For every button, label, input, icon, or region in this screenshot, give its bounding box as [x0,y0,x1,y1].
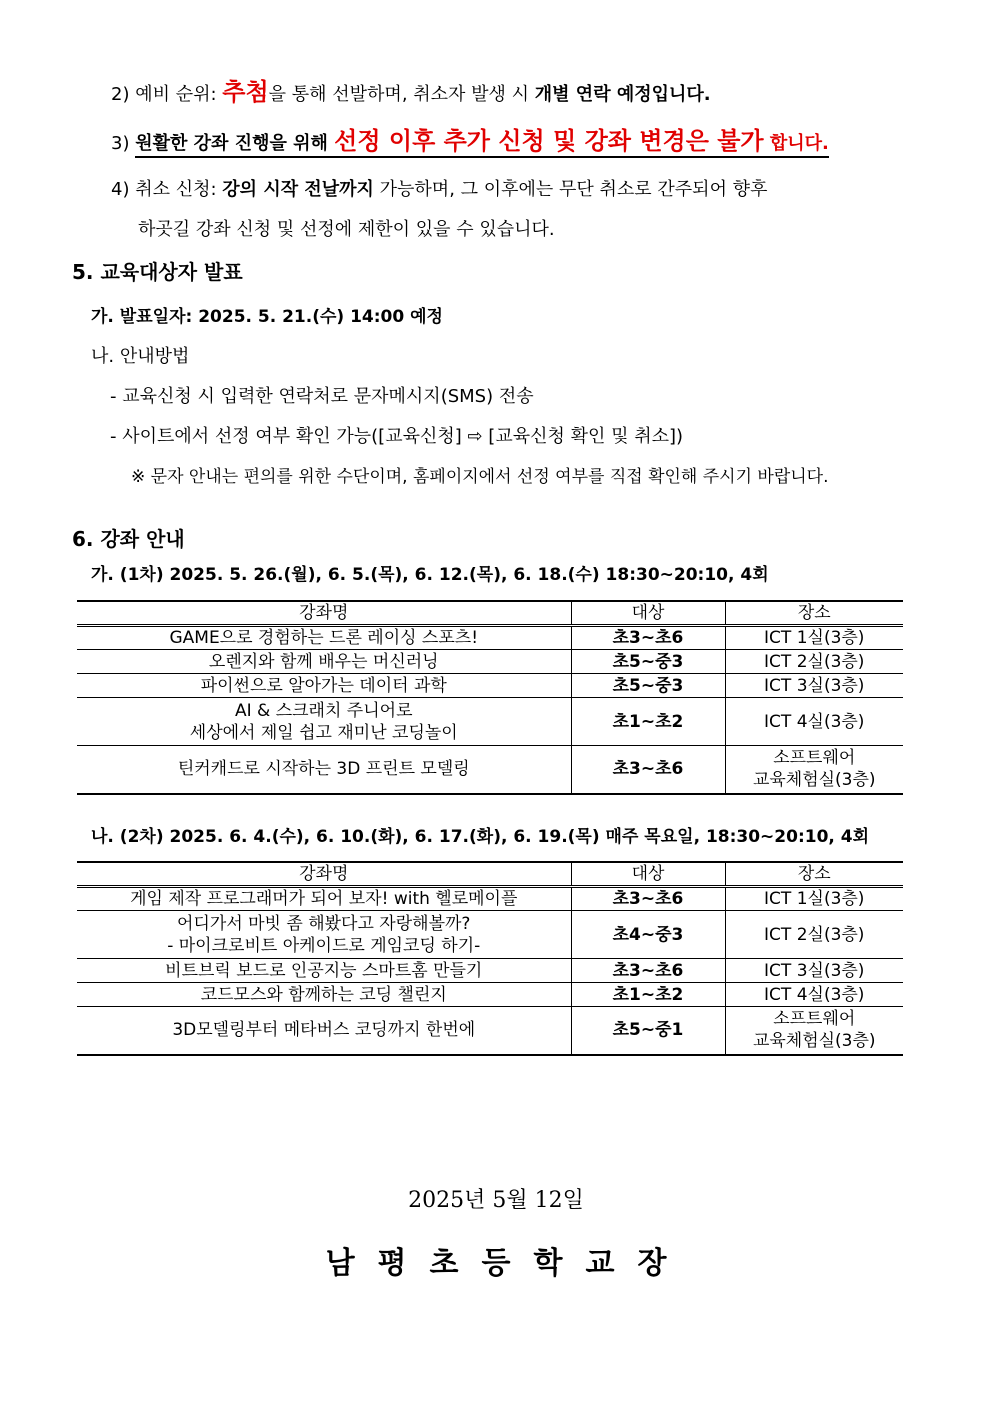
col-header-target: 대상 [571,862,725,887]
course-place-cell [725,650,903,674]
course-name-cell [77,698,571,746]
table-row [77,911,903,959]
course-place: 교육체험실(3층) [752,770,876,791]
guide-method-title: 나. 안내방법 [91,346,190,367]
course-name: 코드모스와 함께하는 코딩 챌린지 [200,984,447,1005]
notice-item-3 [111,121,829,156]
item-number: 3) [111,133,130,154]
course-target: 초5~중1 [571,1007,725,1055]
course-name-cell [77,746,571,794]
highlight-text: 선정 이후 추가 신청 및 강좌 변경은 불가 [334,127,764,155]
announce-date: 가. 발표일자: 2025. 5. 21.(수) 14:00 예정 [91,307,443,327]
session-1-title: 가. (1차) 2025. 5. 26.(월), 6. 5.(목), 6. 12.(목), 6. 18.(수) 18:30~20:10, 4회 [91,565,769,585]
course-place-cell [725,887,903,911]
table-row [77,674,903,698]
table-row [77,959,903,983]
course-place: ICT 4실(3층) [764,984,865,1005]
table-row [77,698,903,746]
course-name: GAME으로 경험하는 드론 레이싱 스포츠! [169,628,479,648]
course-place: ICT 1실(3층) [764,628,865,648]
col-header-name: 강좌명 [77,862,571,887]
course-place-cell [725,626,903,650]
course-name: 게임 제작 프로그래머가 되어 보자! with 헬로메이플 [130,889,518,909]
course-place: 소프트웨어 [773,748,856,769]
course-place-cell [725,911,903,959]
notice-item-4-line2: 하곳길 강좌 신청 및 선정에 제한이 있을 수 있습니다. [138,219,555,240]
course-place-cell [725,1007,903,1055]
col-header-target: 대상 [571,601,725,626]
course-target: 초5~중3 [571,674,725,698]
school-principal-signature: 남평초등학교장 [325,1246,690,1281]
course-name-cell [77,911,571,959]
item-text: 가능하며, 그 이후에는 무단 취소로 간주되어 향후 [373,179,768,200]
course-target: 초3~초6 [571,959,725,983]
course-target: 초5~중3 [571,650,725,674]
highlight-suffix: 합니다. [763,133,829,154]
course-name-cell [77,959,571,983]
course-target: 초4~중3 [571,911,725,959]
course-place: ICT 3실(3층) [764,960,865,981]
item-text: 을 통해 선발하며, 취소자 발생 시 [268,84,535,105]
course-target: 초3~초6 [571,626,725,650]
course-name: 어디가서 마빗 좀 해봤다고 자랑해볼까? [177,913,471,934]
course-name: 비트브릭 보드로 인공지능 스마트홈 만들기 [165,960,483,981]
guide-bullet-sms: - 교육신청 시 입력한 연락처로 문자메시지(SMS) 전송 [110,386,534,407]
course-place: ICT 2실(3층) [764,651,865,672]
course-place-cell [725,674,903,698]
course-name: 틴커캐드로 시작하는 3D 프린트 모델링 [177,759,470,780]
underlined-notice [135,127,829,158]
item-label: 예비 순위: [135,84,223,105]
col-header-name: 강좌명 [77,601,571,626]
course-place-cell [725,698,903,746]
item-number: 4) [111,179,130,200]
course-place: ICT 3실(3층) [764,675,865,696]
table-row [77,746,903,794]
notice-item-4 [111,175,767,201]
course-name-cell [77,626,571,650]
item-label: 원활한 강좌 진행을 위해 [135,133,335,154]
course-target: 초3~초6 [571,887,725,911]
course-target: 초3~초6 [571,746,725,794]
course-place: ICT 1실(3층) [764,889,865,909]
course-place-cell [725,959,903,983]
col-header-place: 장소 [725,601,903,626]
course-place-cell [725,983,903,1007]
session-2-table [77,861,903,1056]
course-name-cell [77,650,571,674]
table-row [77,650,903,674]
item-number: 2) [111,84,130,105]
course-name: - 마이크로비트 아케이드로 게임코딩 하기- [167,935,481,956]
session-2-title: 나. (2차) 2025. 6. 4.(수), 6. 10.(화), 6. 17.(화), 6. 19.(목) 매주 목요일, 18:30~20:10, 4회 [91,827,870,847]
section-5-title: 5. 교육대상자 발표 [72,260,243,284]
notice-item-2 [111,72,711,107]
course-place: ICT 4실(3층) [764,711,865,732]
course-place: ICT 2실(3층) [764,924,865,945]
table-row [77,887,903,911]
course-name-cell [77,887,571,911]
course-name: 세상에서 제일 쉽고 재미난 코딩놀이 [189,722,458,743]
document-date: 2025년 5월 12일 [408,1188,584,1213]
col-header-place: 장소 [725,862,903,887]
course-name: 파이썬으로 알아가는 데이터 과학 [200,675,447,696]
guide-bullet-site: - 사이트에서 선정 여부 확인 가능([교육신청] ⇨ [교육신청 확인 및 취소]) [110,426,684,447]
course-name-cell [77,674,571,698]
bold-text: 강의 시작 전날까지 [222,179,374,200]
course-place: 소프트웨어 [773,1009,856,1030]
session-1-table [77,600,903,795]
course-place-cell [725,746,903,794]
item-label: 취소 신청: [135,179,223,200]
course-target: 초1~초2 [571,698,725,746]
course-name: 3D모델링부터 메타버스 코딩까지 한번에 [172,1020,476,1041]
guide-note: ※ 문자 안내는 편의를 위한 수단이며, 홈페이지에서 선정 여부를 직접 확인해 주시기 바랍니다. [131,467,829,487]
course-place: 교육체험실(3층) [752,1031,876,1052]
highlight-text: 추첨 [222,78,269,106]
section-6-title: 6. 강좌 안내 [72,527,185,551]
session-1-rows [77,626,903,794]
course-name-cell [77,983,571,1007]
table-row [77,1007,903,1055]
session-2-rows [77,887,903,1055]
course-name-cell [77,1007,571,1055]
course-name: AI & 스크래치 주니어로 [235,700,413,721]
bold-text: 개별 연락 예정입니다. [534,84,711,105]
course-target: 초1~초2 [571,983,725,1007]
course-name: 오렌지와 함께 배우는 머신러닝 [208,651,439,672]
table-row [77,626,903,650]
table-row [77,983,903,1007]
